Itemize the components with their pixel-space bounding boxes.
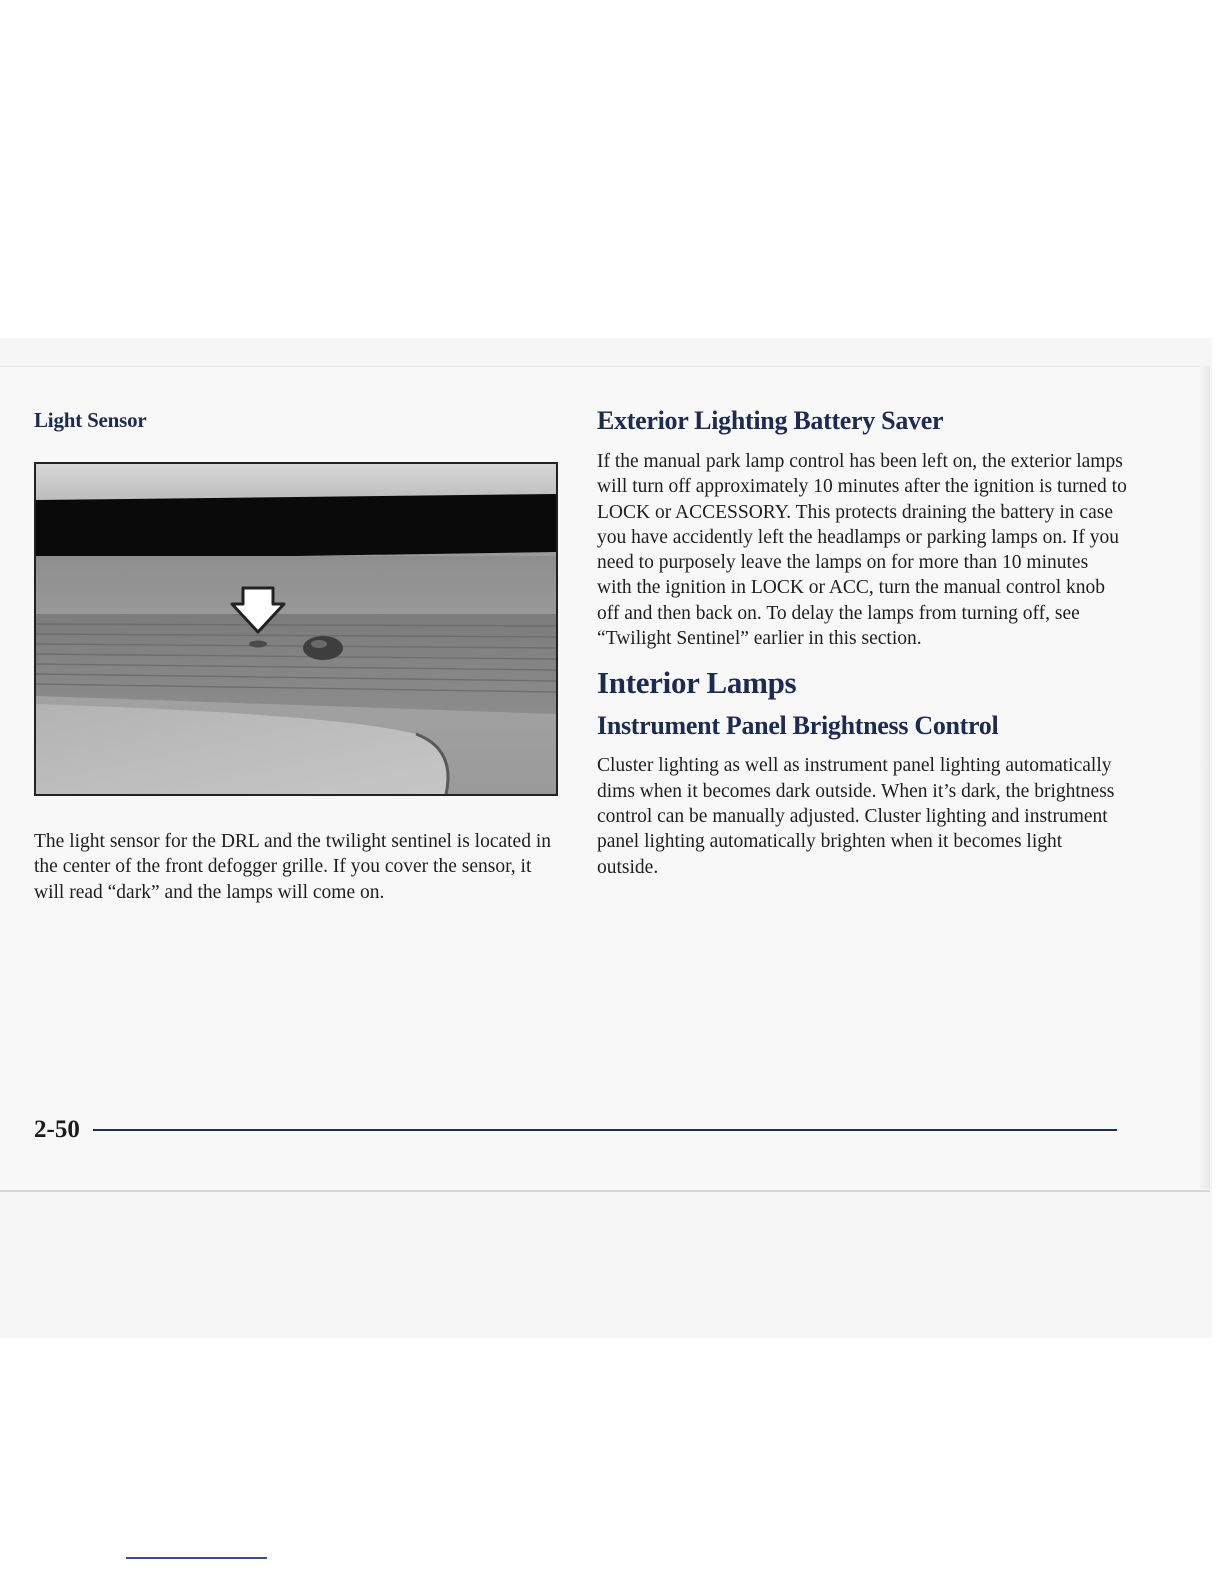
- battery-saver-heading: Exterior Lighting Battery Saver: [597, 406, 944, 435]
- page-number: 2-50: [34, 1116, 80, 1143]
- right-column: [597, 406, 1127, 880]
- page-edge-shadow: [1200, 366, 1210, 1189]
- bottom-underline-mark: [126, 1557, 267, 1559]
- sensor-knob-highlight: [311, 640, 327, 648]
- dashboard-illustration: [36, 464, 556, 794]
- light-sensor-photo: [34, 462, 558, 796]
- windshield-glare: [36, 464, 556, 500]
- light-sensor-caption-block: [34, 829, 554, 905]
- light-sensor-caption: The light sensor for the DRL and the twilight sentinel is located in the center of the front defogger grille. If you cover the sensor, it will read “dark” and the lamps will come on.: [34, 831, 552, 903]
- windshield-dark-band: [36, 494, 556, 560]
- light-sensor-dot: [249, 641, 267, 648]
- footer-rule: [93, 1129, 1117, 1131]
- brightness-control-body: Cluster lighting as well as instrument panel lighting automatically dims when it becomes dark outside. When it’s dark, the brightness control can be manually adjusted. Cluster lighting and instrument panel lighting automatically brighten when it becomes light outside.: [597, 755, 1115, 878]
- brightness-control-heading: Instrument Panel Brightness Control: [597, 711, 999, 741]
- battery-saver-body: If the manual park lamp control has been left on, the exterior lamps will turn off approximately 10 minutes after the ignition is turned to LOCK or ACCESSORY. This protects draining the battery in case you have accidently left the headlamps or parking lamps on. If you need to purposely leave the lamps on for more than 10 minutes with the ignition in LOCK or ACC, turn the manual control knob off and then back on. To delay the lamps from turning off, see “Twilight Sentinel” earlier in this section.: [597, 451, 1127, 650]
- interior-lamps-heading: Interior Lamps: [597, 665, 797, 701]
- light-sensor-heading: Light Sensor: [34, 408, 147, 432]
- sensor-knob: [303, 636, 343, 660]
- left-column: [34, 408, 559, 433]
